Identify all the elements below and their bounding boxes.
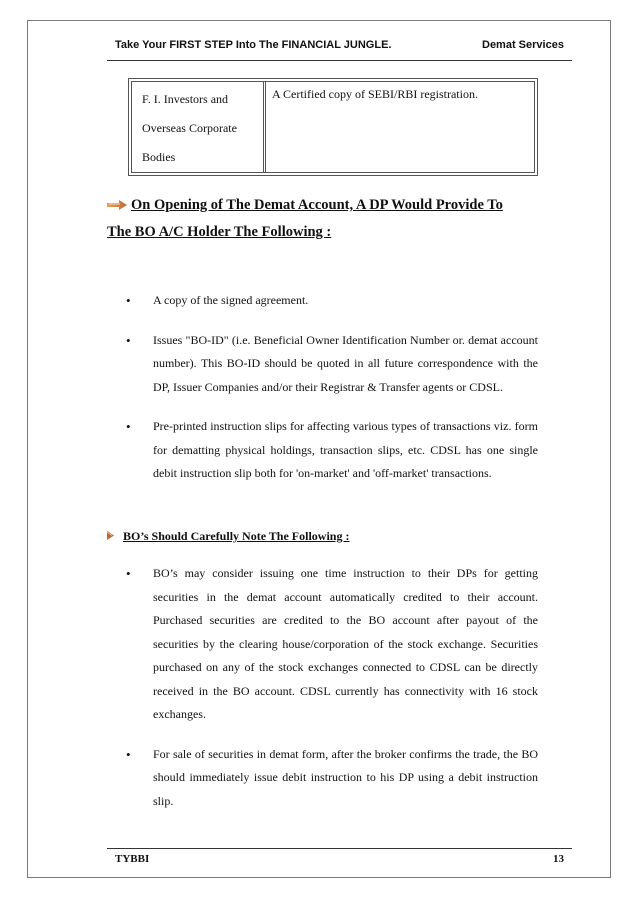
page-number: 13: [553, 853, 564, 865]
heading-line-1: On Opening of The Demat Account, A DP Would Provide To: [131, 197, 503, 213]
triangle-bullet-icon: [107, 527, 114, 547]
heading-text: BO’s Should Carefully Note The Following :: [123, 529, 350, 543]
list-item: • A copy of the signed agreement.: [122, 289, 538, 313]
list-item: • For sale of securities in demat form, after the broker confirms the trade, the BO should immediately issue debit instruction to his DP using a debit instruction slip.: [122, 743, 538, 814]
list-item: • BO’s may consider issuing one time instruction to their DPs for getting securities in the demat account automatically credited to their account. Purchased securities are credited to the BO account after payout of the securities by the clearing house/corporation of the stock exchange. Securities purchased on any of the stock exchanges connected to CDSL can be directly received in the BO account. CDSL currently has connectivity with 16 stock exchanges.: [122, 562, 538, 727]
cell-line: F. I. Investors and: [142, 92, 229, 106]
footer-rule: [107, 848, 572, 849]
bo-note-list: [122, 562, 538, 813]
table-cell-investor-type: [142, 85, 260, 172]
heading-line-2: The BO A/C Holder The Following :: [107, 224, 332, 240]
list-item: • Issues "BO-ID" (i.e. Beneficial Owner Identification Number or. demat account number). This BO-ID should be quoted in all future correspondence with the DP, Issuer Companies and/or their Registrar & Transfer agents or CDSL.: [122, 329, 538, 400]
header-title: Take Your FIRST STEP Into The FINANCIAL JUNGLE.: [115, 39, 392, 51]
cell-line: Bodies: [142, 150, 176, 164]
column-divider: [263, 82, 266, 172]
header-rule: [107, 60, 572, 61]
documents-table: [128, 78, 538, 176]
footer-course: TYBBI: [115, 853, 150, 865]
table-row: [131, 81, 535, 173]
list-item: • Pre-printed instruction slips for affecting various types of transactions viz. form for dematting physical holdings, transaction slips, etc. CDSL has one single debit instruction slip both for 'on-market' and 'off-market' transactions.: [122, 415, 538, 486]
header-section: Demat Services: [482, 39, 564, 51]
section-heading-dp-provides: [107, 192, 537, 246]
dp-provides-list: [122, 289, 538, 486]
table-cell-document: A Certified copy of SEBI/RBI registration.: [272, 87, 478, 101]
section-heading-bo-note: [107, 526, 349, 547]
arrow-bullet-icon: [107, 192, 127, 219]
cell-line: Overseas Corporate: [142, 121, 237, 135]
